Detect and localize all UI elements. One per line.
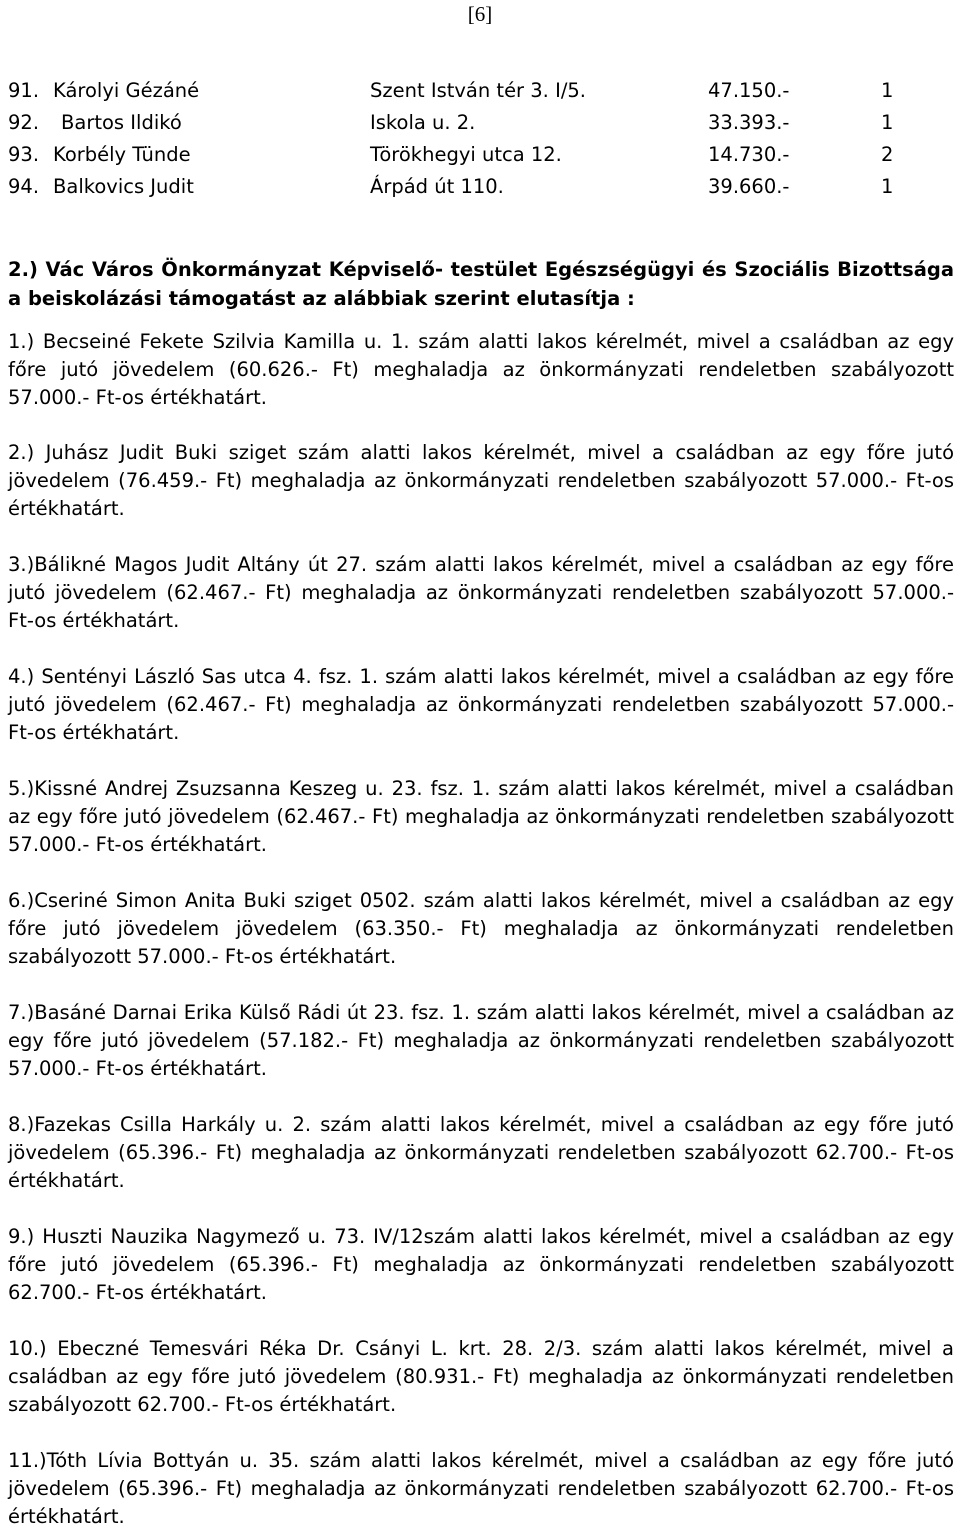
row-address: Szent István tér 3. I/5.	[370, 79, 587, 102]
section-heading: 2.) Vác Város Önkormányzat Képviselő- testület Egészségügyi és Szociális Bizottsága a beiskolázási támogatást az alábbiak szerint elutasítja :	[8, 258, 954, 310]
row-address: Iskola u. 2.	[370, 111, 476, 134]
row-amount: 33.393.-	[708, 111, 790, 134]
entry-paragraph: 2.) Juhász Judit Buki sziget szám alatti lakos kérelmét, mivel a családban az egy főre jutó jövedelem (76.459.- Ft) meghaladja az önkormányzati rendeletben szabályozott 57.000.- Ft-os értékhatárt.	[8, 441, 954, 520]
row-name: Korbély Tünde	[53, 143, 191, 166]
row-count: 1	[881, 111, 894, 134]
row-amount: 14.730.-	[708, 143, 790, 166]
page-number: [6]	[467, 2, 493, 26]
row-number: 91.	[8, 79, 40, 102]
row-name: Bartos Ildikó	[61, 111, 182, 134]
row-amount: 47.150.-	[708, 79, 790, 102]
entry-paragraph: 5.)Kissné Andrej Zsuzsanna Keszeg u. 23. fsz. 1. szám alatti lakos kérelmét, mivel a családban az egy főre jutó jövedelem (62.467.- Ft) meghaladja az önkormányzati rendeletben szabályozott 57.000.- Ft-os értékhatárt.	[8, 777, 954, 856]
entry-paragraph: 3.)Bálikné Magos Judit Altány út 27. szám alatti lakos kérelmét, mivel a családban az egy főre jutó jövedelem (62.467.- Ft) meghaladja az önkormányzati rendeletben szabályozott 57.000.- Ft-os értékhatárt.	[8, 553, 954, 632]
entry-paragraph: 8.)Fazekas Csilla Harkály u. 2. szám alatti lakos kérelmét, mivel a családban az egy főre jutó jövedelem (65.396.- Ft) meghaladja az önkormányzati rendeletben szabályozott 62.700.- Ft-os értékhatárt.	[8, 1113, 954, 1192]
row-count: 2	[881, 143, 894, 166]
row-amount: 39.660.-	[708, 175, 790, 198]
entry-paragraph: 4.) Sentényi László Sas utca 4. fsz. 1. szám alatti lakos kérelmét, mivel a családban az egy főre jutó jövedelem (62.467.- Ft) meghaladja az önkormányzati rendeletben szabályozott 57.000.- Ft-os értékhatárt.	[8, 665, 954, 744]
entry-paragraph: 1.) Becseiné Fekete Szilvia Kamilla u. 1. szám alatti lakos kérelmét, mivel a családban az egy főre jutó jövedelem (60.626.- Ft) meghaladja az önkormányzati rendeletben szabályozott 57.000.- Ft-os értékhatárt.	[8, 330, 954, 409]
row-name: Károlyi Gézáné	[53, 79, 200, 102]
row-number: 92.	[8, 111, 40, 134]
row-count: 1	[881, 175, 894, 198]
row-number: 94.	[8, 175, 40, 198]
entry-paragraph: 10.) Ebeczné Temesvári Réka Dr. Csányi L. krt. 28. 2/3. szám alatti lakos kérelmét, mivel a családban az egy főre jutó jövedelem (80.931.- Ft) meghaladja az önkormányzati rendeletben szabályozott 62.700.- Ft-os értékhatárt.	[8, 1337, 954, 1416]
row-number: 93.	[8, 143, 40, 166]
entry-paragraph: 6.)Cseriné Simon Anita Buki sziget 0502. szám alatti lakos kérelmét, mivel a családban az egy főre jutó jövedelem jövedelem (63.350.- Ft) meghaladja az önkormányzati rendeletben szabályozott 57.000.- Ft-os értékhatárt.	[8, 889, 954, 968]
row-name: Balkovics Judit	[53, 175, 194, 198]
row-address: Árpád út 110.	[370, 175, 504, 198]
row-count: 1	[881, 79, 894, 102]
entry-paragraph: 11.)Tóth Lívia Bottyán u. 35. szám alatti lakos kérelmét, mivel a családban az egy főre jutó jövedelem (65.396.- Ft) meghaladja az önkormányzati rendeletben szabályozott 62.700.- Ft-os értékhatárt.	[8, 1449, 954, 1528]
row-address: Törökhegyi utca 12.	[370, 143, 562, 166]
entry-paragraph: 7.)Basáné Darnai Erika Külső Rádi út 23. fsz. 1. szám alatti lakos kérelmét, mivel a családban az egy főre jutó jövedelem (57.182.- Ft) meghaladja az önkormányzati rendeletben szabályozott 57.000.- Ft-os értékhatárt.	[8, 1001, 954, 1080]
entry-paragraph: 9.) Huszti Nauzika Nagymező u. 73. IV/12szám alatti lakos kérelmét, mivel a családban az egy főre jutó jövedelem (65.396.- Ft) meghaladja az önkormányzati rendeletben szabályozott 62.700.- Ft-os értékhatárt.	[8, 1225, 954, 1304]
